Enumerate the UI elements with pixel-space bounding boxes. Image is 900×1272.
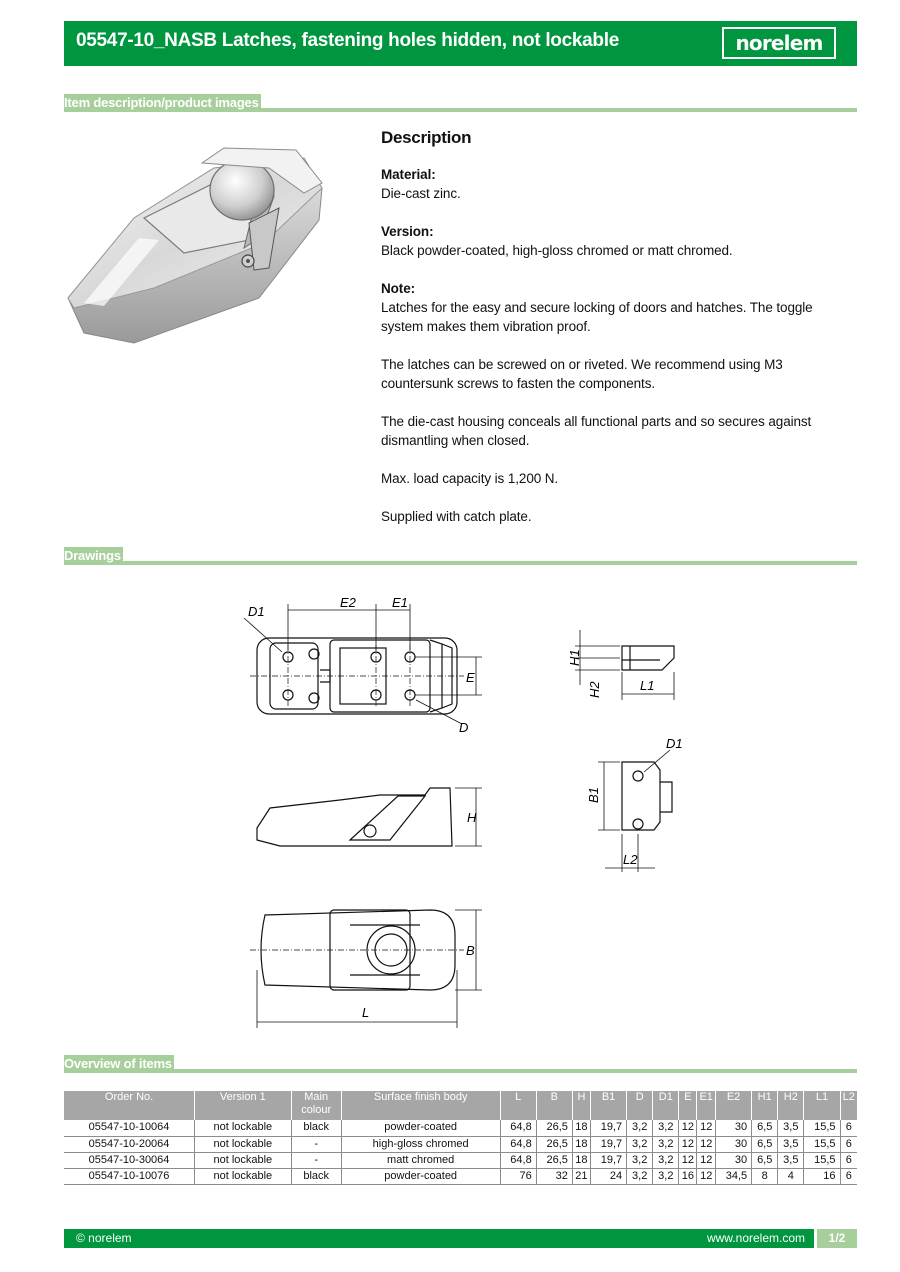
dim-label: E2	[340, 595, 356, 610]
table-cell-d1: 3,2	[653, 1136, 679, 1152]
col-e2: E2	[715, 1091, 751, 1120]
table-cell-finish: powder-coated	[341, 1120, 500, 1136]
table-cell-e: 12	[679, 1136, 697, 1152]
table-row	[64, 1136, 857, 1152]
table-cell-finish: high-gloss chromed	[341, 1136, 500, 1152]
dim-label: L	[362, 1005, 370, 1020]
dim-label: L1	[640, 678, 655, 693]
table-cell-e1: 12	[697, 1136, 716, 1152]
table-header-row	[64, 1091, 857, 1120]
dim-label: D	[459, 720, 469, 735]
table-cell-version1: not lockable	[195, 1152, 291, 1168]
table-cell-b: 32	[536, 1168, 572, 1184]
table-cell-b1: 19,7	[590, 1152, 626, 1168]
table-cell-l1: 16	[804, 1168, 840, 1184]
col-l1: L1	[804, 1091, 840, 1120]
dim-label: H2	[587, 681, 602, 698]
table-cell-colour: -	[291, 1136, 341, 1152]
table-cell-e: 12	[679, 1120, 697, 1136]
table-cell-l: 76	[500, 1168, 536, 1184]
table-cell-d1: 3,2	[653, 1120, 679, 1136]
table-cell-b: 26,5	[536, 1152, 572, 1168]
footer-copyright: © norelem	[76, 1231, 132, 1245]
material-text: Die-cast zinc.	[381, 186, 461, 201]
page-header	[64, 21, 857, 66]
col-e: E	[679, 1091, 697, 1120]
table-cell-h1: 6,5	[752, 1152, 778, 1168]
col-order-no: Order No.	[64, 1091, 195, 1120]
table-cell-h1: 6,5	[752, 1120, 778, 1136]
table-row	[64, 1168, 857, 1184]
product-image	[64, 128, 326, 350]
table-cell-e: 12	[679, 1152, 697, 1168]
table-cell-h: 18	[572, 1152, 590, 1168]
table-cell-order-no: 05547-10-10064	[64, 1120, 195, 1136]
col-e1: E1	[697, 1091, 716, 1120]
table-cell-h1: 8	[752, 1168, 778, 1184]
table-cell-b1: 24	[590, 1168, 626, 1184]
description-block	[381, 128, 851, 545]
dim-label: D1	[248, 604, 265, 619]
dim-label: D1	[666, 736, 683, 751]
note-paragraph: The latches can be screwed on or riveted. We recommend using M3 countersunk screws to fasten the components.	[381, 357, 783, 391]
table-cell-l2: 6	[840, 1136, 857, 1152]
table-cell-b: 26,5	[536, 1136, 572, 1152]
table-cell-colour: black	[291, 1120, 341, 1136]
table-cell-order-no: 05547-10-30064	[64, 1152, 195, 1168]
section-heading: Drawings	[64, 548, 121, 563]
dim-label: E1	[392, 595, 408, 610]
table-cell-colour: black	[291, 1168, 341, 1184]
logo-text: norelem	[735, 31, 823, 55]
table-cell-d: 3,2	[627, 1152, 653, 1168]
table-cell-h2: 4	[778, 1168, 804, 1184]
side-view-outline	[257, 788, 452, 846]
table-cell-d1: 3,2	[653, 1152, 679, 1168]
version-label: Version:	[381, 224, 434, 239]
dim-label: H	[467, 810, 477, 825]
table-cell-l2: 6	[840, 1120, 857, 1136]
col-h: H	[572, 1091, 590, 1120]
table-cell-d1: 3,2	[653, 1168, 679, 1184]
items-table	[64, 1091, 857, 1185]
table-cell-h: 18	[572, 1120, 590, 1136]
page-title: 05547-10_NASB Latches, fastening holes hidden, not lockable	[76, 30, 619, 51]
table-row	[64, 1152, 857, 1168]
col-version1: Version 1	[195, 1091, 291, 1120]
table-cell-b1: 19,7	[590, 1136, 626, 1152]
col-h2: H2	[778, 1091, 804, 1120]
note-paragraph: Supplied with catch plate.	[381, 509, 532, 524]
note-paragraph: Latches for the easy and secure locking of doors and hatches. The toggle system makes them vibration proof.	[381, 300, 813, 334]
section-overview	[64, 1055, 857, 1073]
col-l: L	[500, 1091, 536, 1120]
table-cell-e2: 30	[715, 1120, 751, 1136]
section-divider	[64, 1069, 857, 1073]
footer-website-link[interactable]: www.norelem.com	[706, 1231, 805, 1245]
table-cell-h2: 3,5	[778, 1120, 804, 1136]
section-heading: Item description/product images	[64, 95, 259, 110]
table-cell-e1: 12	[697, 1168, 716, 1184]
col-b: B	[536, 1091, 572, 1120]
table-cell-e: 16	[679, 1168, 697, 1184]
table-cell-order-no: 05547-10-10076	[64, 1168, 195, 1184]
table-cell-l2: 6	[840, 1168, 857, 1184]
dim-label: H1	[567, 649, 582, 666]
table-cell-version1: not lockable	[195, 1168, 291, 1184]
table-cell-finish: matt chromed	[341, 1152, 500, 1168]
table-cell-l: 64,8	[500, 1152, 536, 1168]
description-heading: Description	[381, 128, 472, 147]
table-body	[64, 1120, 857, 1184]
section-heading: Overview of items	[64, 1056, 172, 1071]
col-main-colour: Main colour	[291, 1091, 341, 1120]
col-d1: D1	[653, 1091, 679, 1120]
note-label: Note:	[381, 281, 415, 296]
page-footer	[64, 1229, 857, 1248]
table-cell-l2: 6	[840, 1152, 857, 1168]
table-row	[64, 1120, 857, 1136]
table-cell-order-no: 05547-10-20064	[64, 1136, 195, 1152]
col-b1: B1	[590, 1091, 626, 1120]
table-cell-version1: not lockable	[195, 1120, 291, 1136]
table-cell-b: 26,5	[536, 1120, 572, 1136]
table-cell-version1: not lockable	[195, 1136, 291, 1152]
version-text: Black powder-coated, high-gloss chromed or matt chromed.	[381, 243, 733, 258]
bottom-view-outline	[261, 910, 455, 990]
table-cell-l: 64,8	[500, 1120, 536, 1136]
section-item-description	[64, 94, 857, 112]
table-cell-l1: 15,5	[804, 1136, 840, 1152]
col-l2: L2	[840, 1091, 857, 1120]
dim-label: B1	[586, 787, 601, 803]
table-cell-h1: 6,5	[752, 1136, 778, 1152]
col-h1: H1	[752, 1091, 778, 1120]
dim-label: E	[466, 670, 475, 685]
table-cell-e1: 12	[697, 1152, 716, 1168]
table-cell-colour: -	[291, 1152, 341, 1168]
table-cell-e2: 30	[715, 1152, 751, 1168]
col-surface-finish: Surface finish body	[341, 1091, 500, 1120]
table-cell-l1: 15,5	[804, 1120, 840, 1136]
table-cell-d: 3,2	[627, 1120, 653, 1136]
material-label: Material:	[381, 167, 436, 182]
table-cell-h2: 3,5	[778, 1136, 804, 1152]
table-cell-e2: 30	[715, 1136, 751, 1152]
table-cell-h: 18	[572, 1136, 590, 1152]
section-drawings	[64, 547, 857, 565]
technical-drawings	[230, 590, 700, 1035]
table-cell-b1: 19,7	[590, 1120, 626, 1136]
table-cell-h: 21	[572, 1168, 590, 1184]
table-cell-h2: 3,5	[778, 1152, 804, 1168]
table-cell-l1: 15,5	[804, 1152, 840, 1168]
table-cell-finish: powder-coated	[341, 1168, 500, 1184]
note-paragraph: The die-cast housing conceals all functional parts and so secures against dismantling when closed.	[381, 414, 812, 448]
table-cell-e2: 34,5	[715, 1168, 751, 1184]
section-divider	[64, 561, 857, 565]
dim-label: B	[466, 943, 475, 958]
table-cell-e1: 12	[697, 1120, 716, 1136]
norelem-logo	[722, 27, 836, 59]
table-cell-d: 3,2	[627, 1136, 653, 1152]
table-cell-d: 3,2	[627, 1168, 653, 1184]
col-d: D	[627, 1091, 653, 1120]
table-cell-l: 64,8	[500, 1136, 536, 1152]
note-paragraph: Max. load capacity is 1,200 N.	[381, 471, 559, 486]
page-number: 1/2	[817, 1229, 857, 1248]
dim-label: L2	[623, 852, 638, 867]
